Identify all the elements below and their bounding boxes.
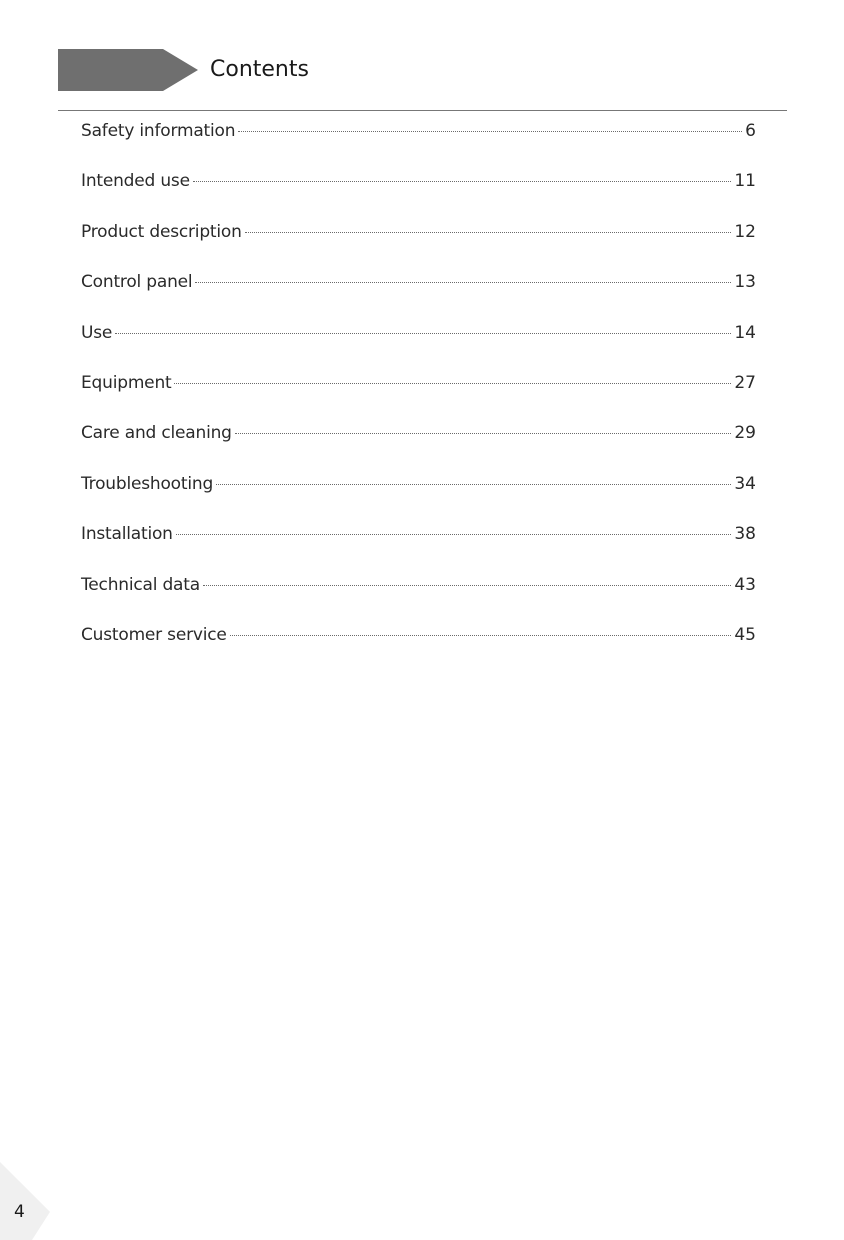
toc-dot-leader [230,635,732,636]
toc-entry-safety-information[interactable] [81,118,756,168]
page-number: 4 [14,1202,25,1222]
toc-entry-title: Intended use [81,171,190,192]
page-corner-tab [0,1162,50,1240]
header-arrow-tab [58,49,198,91]
toc-dot-leader [193,181,732,182]
table-of-contents [81,118,756,672]
toc-entry-page: 34 [734,473,756,494]
toc-dot-leader [174,383,731,384]
toc-dot-leader [195,282,731,283]
toc-entry-page: 14 [734,322,756,343]
toc-entry-troubleshooting[interactable] [81,471,756,521]
toc-entry-technical-data[interactable] [81,572,756,622]
toc-entry-page: 11 [734,171,756,192]
page-title: Contents [210,57,309,82]
toc-entry-page: 27 [734,372,756,393]
toc-entry-installation[interactable] [81,521,756,571]
toc-entry-page: 6 [745,121,756,141]
toc-entry-page: 29 [734,423,756,444]
toc-entry-title: Control panel [81,272,193,293]
toc-entry-control-panel[interactable] [81,269,756,319]
toc-entry-title: Technical data [81,574,200,595]
toc-entry-title: Troubleshooting [81,473,214,494]
toc-entry-use[interactable] [81,320,756,370]
toc-entry-equipment[interactable] [81,370,756,420]
toc-entry-page: 12 [734,221,756,242]
toc-entry-customer-service[interactable] [81,622,756,672]
toc-dot-leader [235,433,732,434]
toc-entry-page: 13 [734,272,756,293]
toc-entry-page: 43 [734,574,756,595]
toc-dot-leader [176,534,732,535]
toc-entry-title: Product description [81,221,242,242]
toc-entry-title: Customer service [81,624,227,645]
toc-dot-leader [238,131,742,132]
toc-entry-page: 45 [734,624,756,645]
toc-entry-care-and-cleaning[interactable] [81,420,756,470]
toc-entry-title: Equipment [81,372,172,393]
header-divider [58,110,787,111]
toc-entry-title: Safety information [81,121,236,141]
toc-entry-product-description[interactable] [81,219,756,269]
toc-entry-intended-use[interactable] [81,168,756,218]
toc-dot-leader [245,232,732,233]
toc-entry-title: Care and cleaning [81,423,232,444]
toc-dot-leader [216,484,731,485]
toc-dot-leader [203,585,731,586]
toc-entry-title: Installation [81,524,173,545]
toc-dot-leader [115,333,731,334]
toc-entry-page: 38 [734,524,756,545]
toc-entry-title: Use [81,322,113,343]
